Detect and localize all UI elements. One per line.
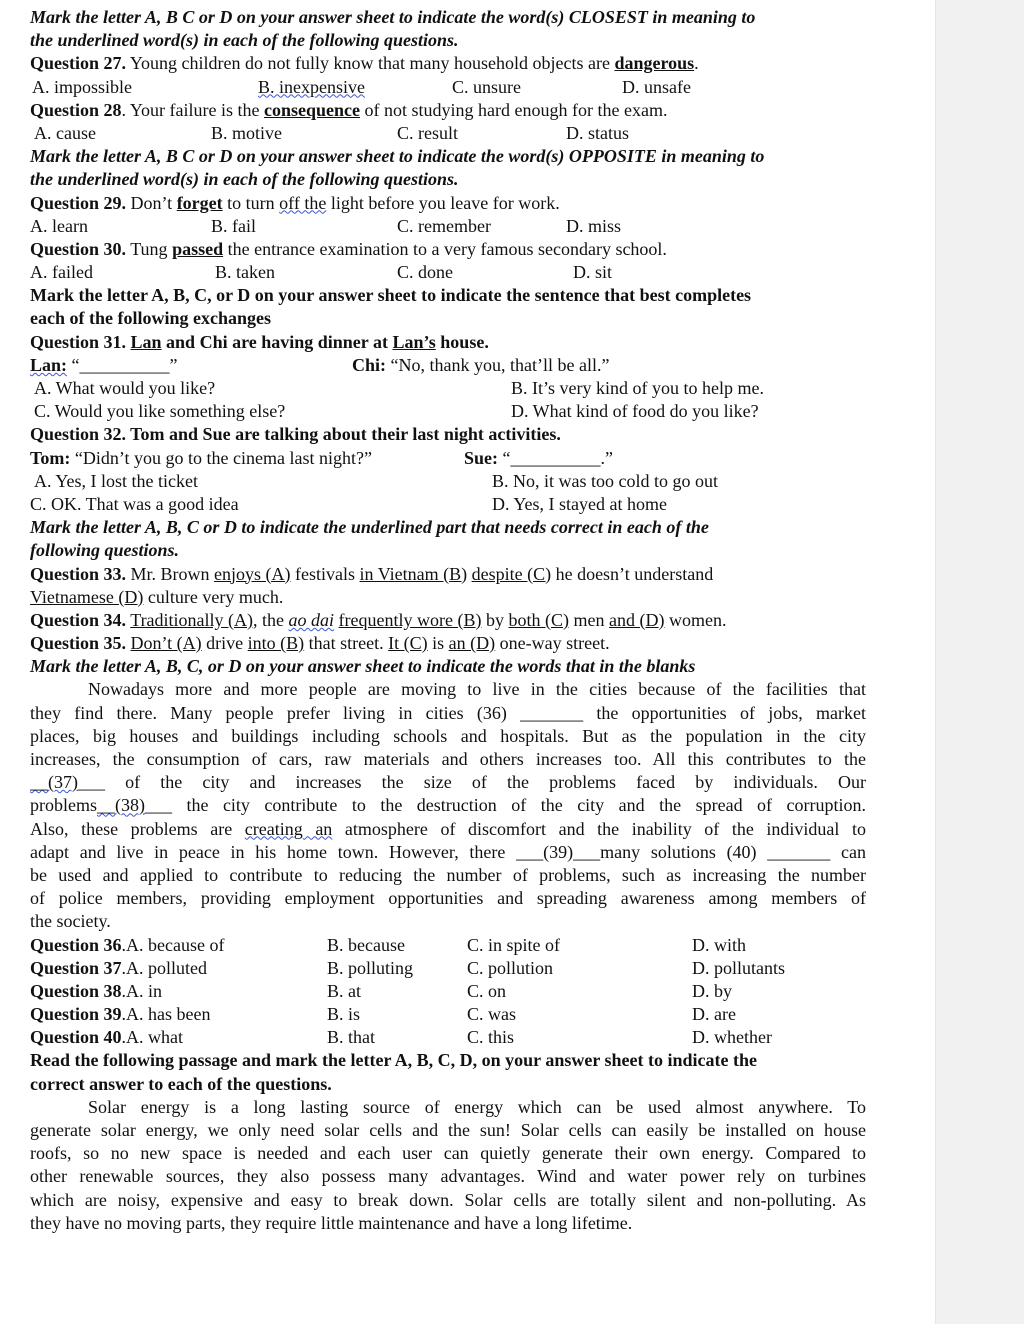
question-label: Question 38 xyxy=(30,980,122,1001)
instruction-blanks: Mark the letter A, B, C, or D on your answer sheet to indicate the words that in the blanks xyxy=(30,656,696,677)
question-text: house. xyxy=(435,331,489,352)
passage-line: they have no moving parts, they require little maintenance and have a long lifetime. xyxy=(30,1212,633,1233)
question-text: “Didn’t you go to the cinema last night?” xyxy=(70,447,372,468)
question-40-option-c[interactable]: C. this xyxy=(467,1027,515,1048)
instruction-error-line2: following questions. xyxy=(30,540,180,561)
part-a[interactable]: enjoys (A) xyxy=(214,563,291,584)
blank-38: __(38) xyxy=(97,795,145,816)
question-38 xyxy=(30,980,866,1003)
question-text: Don’t xyxy=(126,192,177,213)
option-b-text: B. inexpensive xyxy=(258,76,365,97)
option-d[interactable]: D. unsafe xyxy=(622,76,691,97)
option-d[interactable]: D. miss xyxy=(566,215,622,236)
instruction-opposite-line2: the underlined word(s) in each of the following questions. xyxy=(30,169,459,190)
spellcheck-word: ao dai xyxy=(288,609,335,630)
question-label: Question 39 xyxy=(30,1004,122,1025)
option-c[interactable]: C. done xyxy=(397,262,453,283)
underlined-word: forget xyxy=(176,192,223,213)
instruction-closest-line2: the underlined word(s) in each of the following questions. xyxy=(30,30,459,51)
question-text: . Your failure is the xyxy=(121,99,265,120)
passage-solar xyxy=(30,1096,866,1235)
question-text: by xyxy=(481,609,509,630)
part-c[interactable]: It (C) xyxy=(388,633,428,654)
question-text: Young children do not fully know that many household objects are xyxy=(126,53,615,74)
option-text: .A. what xyxy=(121,1027,184,1048)
passage-text: Also, these problems are xyxy=(30,818,245,839)
question-text: culture very much. xyxy=(143,586,284,607)
passage-cities xyxy=(30,678,866,933)
spellcheck-word: creating xyxy=(244,818,303,839)
question-31-options-row2 xyxy=(30,400,866,423)
question-label: Question 33. xyxy=(30,563,127,584)
question-text: women. xyxy=(664,609,727,630)
option-a[interactable]: A. failed xyxy=(30,262,93,283)
question-label: Question 31. xyxy=(30,331,131,352)
speaker-lan: Lan: xyxy=(30,354,68,375)
option-b[interactable]: B. motive xyxy=(211,122,282,143)
part-d[interactable]: Vietnamese (D) xyxy=(30,586,144,607)
dialogue-line-chi xyxy=(352,354,609,377)
question-34 xyxy=(30,609,866,632)
option-c[interactable]: C. Would you like something else? xyxy=(34,401,286,422)
question-text: , the xyxy=(253,609,289,630)
reply: “No, thank you, that’ll be all.” xyxy=(386,354,610,375)
passage-line: the society. xyxy=(30,911,111,932)
blank-37: __(37) xyxy=(30,772,78,793)
question-text: and Chi are having dinner at xyxy=(161,331,393,352)
question-text: that street. xyxy=(304,633,389,654)
instruction-closest-line1: Mark the letter A, B C or D on your answer sheet to indicate the word(s) CLOSEST in meaning to xyxy=(30,7,756,27)
question-40-option-b[interactable]: B. that xyxy=(327,1027,375,1048)
question-30-options xyxy=(30,261,866,284)
document xyxy=(30,6,866,1235)
dialogue-line-tom xyxy=(30,447,372,470)
passage-line: generate solar energy, we only need solar cells and the sun! Solar cells can easily be installed on house xyxy=(30,1120,866,1140)
question-text: . xyxy=(694,53,699,74)
blank: “__________” xyxy=(67,354,178,375)
question-39-option-b[interactable]: B. is xyxy=(327,1004,361,1025)
passage-line: roofs, so no new space is needed and each user can quietly generate their own energy. Compared to xyxy=(30,1143,866,1164)
option-b[interactable]: B. No, it was too cold to go out xyxy=(492,470,718,491)
question-39-option-c[interactable]: C. was xyxy=(467,1004,516,1025)
question-36-option-b[interactable]: B. because xyxy=(327,934,405,955)
part-c[interactable]: despite (C) xyxy=(471,563,552,584)
question-text: light before you leave for work. xyxy=(326,192,560,213)
question-label: Question 27. xyxy=(30,53,127,74)
question-label: Question 28 xyxy=(30,99,122,120)
option-c[interactable]: C. unsure xyxy=(452,76,521,97)
passage-line: adapt and live in peace in his home town. However, there ___(39)___many solutions (40) _______ can xyxy=(30,841,866,862)
passage-text: atmosphere of discomfort and the inability of the individual to xyxy=(332,818,866,839)
passage-text: Solar energy is a long lasting source of energy which can be used almost anywhere. To xyxy=(88,1096,866,1117)
option-text: .A. has been xyxy=(121,1004,211,1025)
passage-text: Nowadays more and more people are moving to live in the cities because of the facilities that xyxy=(88,679,866,700)
question-33 xyxy=(30,563,866,586)
part-d[interactable]: and (D) xyxy=(609,609,665,630)
option-b[interactable]: B. fail xyxy=(211,215,256,236)
question-label: Question 40 xyxy=(30,1027,122,1048)
option-text: .A. polluted xyxy=(121,957,208,978)
passage-line: they find there. Many people prefer living in cities (36) _______ the opportunities of jobs, market xyxy=(30,702,866,723)
option-d[interactable]: D. sit xyxy=(573,262,613,283)
option-a[interactable]: A. cause xyxy=(34,122,96,143)
spellcheck-word: an xyxy=(302,818,333,839)
question-label: Question 34. xyxy=(30,609,127,630)
question-text: festivals xyxy=(290,563,360,584)
question-29 xyxy=(30,192,866,215)
spellcheck-word: off the xyxy=(279,192,327,213)
question-38-option-a[interactable] xyxy=(30,980,162,1003)
part-d[interactable]: an (D) xyxy=(448,633,496,654)
question-text: is xyxy=(427,633,449,654)
question-text: he doesn’t understand xyxy=(551,563,714,584)
speaker-sue: Sue: xyxy=(464,447,499,468)
question-28 xyxy=(30,99,866,122)
question-37-option-a[interactable] xyxy=(30,957,207,980)
dialogue-line-sue xyxy=(464,447,613,470)
speaker-chi: Chi: xyxy=(352,354,387,375)
question-32-options-row1 xyxy=(30,470,866,493)
passage-line xyxy=(30,678,866,701)
question-text: the entrance examination to a very famous secondary school. xyxy=(223,238,667,259)
question-32-options-row2 xyxy=(30,493,866,516)
question-29-options xyxy=(30,215,866,238)
scrollbar[interactable] xyxy=(935,0,1024,1324)
question-31-dialogue xyxy=(30,354,866,377)
scrollbar-thumb[interactable] xyxy=(936,0,1024,1324)
passage-line xyxy=(30,1096,866,1119)
question-label: Question 36 xyxy=(30,934,122,955)
passage-line xyxy=(30,818,866,841)
question-text: men xyxy=(569,609,609,630)
question-text: drive xyxy=(201,633,248,654)
question-text: Tung xyxy=(126,238,173,259)
instruction-exchanges-line1: Mark the letter A, B, C, or D on your answer sheet to indicate the sentence that best completes xyxy=(30,285,752,306)
question-text: of not studying hard enough for the exam. xyxy=(360,99,668,120)
passage-line: which are noisy, expensive and easy to break down. Solar cells are totally silent and non-polluting. As xyxy=(30,1189,866,1210)
speaker-tom: Tom: xyxy=(30,447,71,468)
question-37-option-d[interactable]: D. pollutants xyxy=(692,957,785,978)
passage-text: problems xyxy=(30,795,97,816)
question-label: Question 37 xyxy=(30,957,122,978)
question-40-option-d[interactable]: D. whether xyxy=(692,1027,772,1048)
underlined-word: passed xyxy=(172,238,224,259)
question-text: to turn xyxy=(222,192,280,213)
question-label: Question 30. xyxy=(30,238,127,259)
question-36 xyxy=(30,934,866,957)
passage-line: be used and applied to contribute to reducing the number of problems, such as increasing the number xyxy=(30,864,866,885)
question-36-option-c[interactable]: C. in spite of xyxy=(467,934,560,955)
option-b[interactable] xyxy=(258,76,365,99)
passage-line: increases, the consumption of cars, raw materials and others increases too. All this contributes to the xyxy=(30,749,866,769)
option-d[interactable]: D. What kind of food do you like? xyxy=(511,401,759,422)
question-36-option-a[interactable] xyxy=(30,934,224,957)
passage-text: ___ of the city and increases the size of the problems faced by individuals. Our xyxy=(78,772,866,793)
question-31-options-row1 xyxy=(30,377,866,400)
question-32: Question 32. Tom and Sue are talking about their last night activities. xyxy=(30,424,561,445)
underlined-word: dangerous xyxy=(614,53,695,74)
option-c[interactable]: C. OK. That was a good idea xyxy=(30,493,239,514)
question-27 xyxy=(30,52,866,75)
option-c[interactable]: C. result xyxy=(397,122,458,143)
option-a[interactable]: A. impossible xyxy=(32,76,133,97)
option-a[interactable]: A. What would you like? xyxy=(34,378,216,398)
question-39-option-a[interactable] xyxy=(30,1003,211,1026)
question-30 xyxy=(30,238,866,261)
underlined-word: consequence xyxy=(264,99,361,120)
question-38-option-d[interactable]: D. by xyxy=(692,980,732,1001)
question-28-options xyxy=(30,122,866,145)
question-37 xyxy=(30,957,866,980)
question-37-option-b[interactable]: B. polluting xyxy=(327,957,414,978)
question-33-cont xyxy=(30,586,866,609)
blank: “__________.” xyxy=(498,447,613,468)
part-b[interactable]: into (B) xyxy=(247,633,305,654)
part-c[interactable]: both (C) xyxy=(508,609,569,630)
question-39-option-d[interactable]: D. are xyxy=(692,1004,736,1025)
passage-line: places, big houses and buildings including schools and hospitals. But as the population in the city xyxy=(30,725,866,746)
passage-text: ___ the city contribute to the destruction of the city and the spread of corruption. xyxy=(145,795,866,816)
question-40 xyxy=(30,1026,866,1049)
question-35 xyxy=(30,632,866,655)
passage-line xyxy=(30,794,866,817)
question-text: one-way street. xyxy=(495,633,610,654)
question-text: Mr. Brown xyxy=(126,563,215,584)
option-a[interactable]: A. Yes, I lost the ticket xyxy=(34,470,198,491)
part-a[interactable]: Traditionally (A) xyxy=(130,609,254,630)
question-32-dialogue xyxy=(30,447,866,470)
question-label: Question 29. xyxy=(30,192,127,213)
question-label: Question 35. xyxy=(30,633,127,654)
question-38-option-b[interactable]: B. at xyxy=(327,980,361,1001)
passage-line: other renewable sources, they also possess many advantages. Wind and water power rely on turbines xyxy=(30,1166,866,1187)
option-b[interactable]: B. It’s very kind of you to help me. xyxy=(511,378,764,398)
question-27-options xyxy=(30,76,866,99)
option-d[interactable]: D. status xyxy=(566,122,629,143)
instruction-reading-line2: correct answer to each of the questions. xyxy=(30,1073,332,1094)
dialogue-line-lan xyxy=(30,354,178,377)
question-39 xyxy=(30,1003,866,1026)
part-b[interactable]: frequently wore (B) xyxy=(338,609,482,630)
question-37-option-c[interactable]: C. pollution xyxy=(467,957,554,978)
option-text: .A. because of xyxy=(121,934,225,955)
passage-line xyxy=(30,771,866,794)
question-40-option-a[interactable] xyxy=(30,1026,183,1049)
option-text: .A. in xyxy=(121,980,163,1001)
question-38-option-c[interactable]: C. on xyxy=(467,980,507,1001)
question-31 xyxy=(30,331,866,354)
option-c[interactable]: C. remember xyxy=(397,215,491,236)
instruction-opposite-line1: Mark the letter A, B C or D on your answer sheet to indicate the word(s) OPPOSITE in meaning to xyxy=(30,146,765,167)
option-a[interactable]: A. learn xyxy=(30,215,88,236)
instruction-reading-line1: Read the following passage and mark the letter A, B, C, D, on your answer sheet to indicate the xyxy=(30,1050,757,1071)
part-a[interactable]: Don’t (A) xyxy=(130,633,202,654)
name-lans: Lan’s xyxy=(392,331,436,352)
part-b[interactable]: in Vietnam (B) xyxy=(359,563,468,584)
question-36-option-d[interactable]: D. with xyxy=(692,934,746,955)
name-lan: Lan xyxy=(130,331,162,352)
option-b[interactable]: B. taken xyxy=(215,262,275,283)
option-d[interactable]: D. Yes, I stayed at home xyxy=(492,493,667,514)
instruction-exchanges-line2: each of the following exchanges xyxy=(30,308,271,329)
instruction-error-line1: Mark the letter A, B, C or D to indicate the underlined part that needs correct in each of the xyxy=(30,517,709,538)
passage-line: of police members, providing employment opportunities and spreading awareness among members of xyxy=(30,888,866,909)
